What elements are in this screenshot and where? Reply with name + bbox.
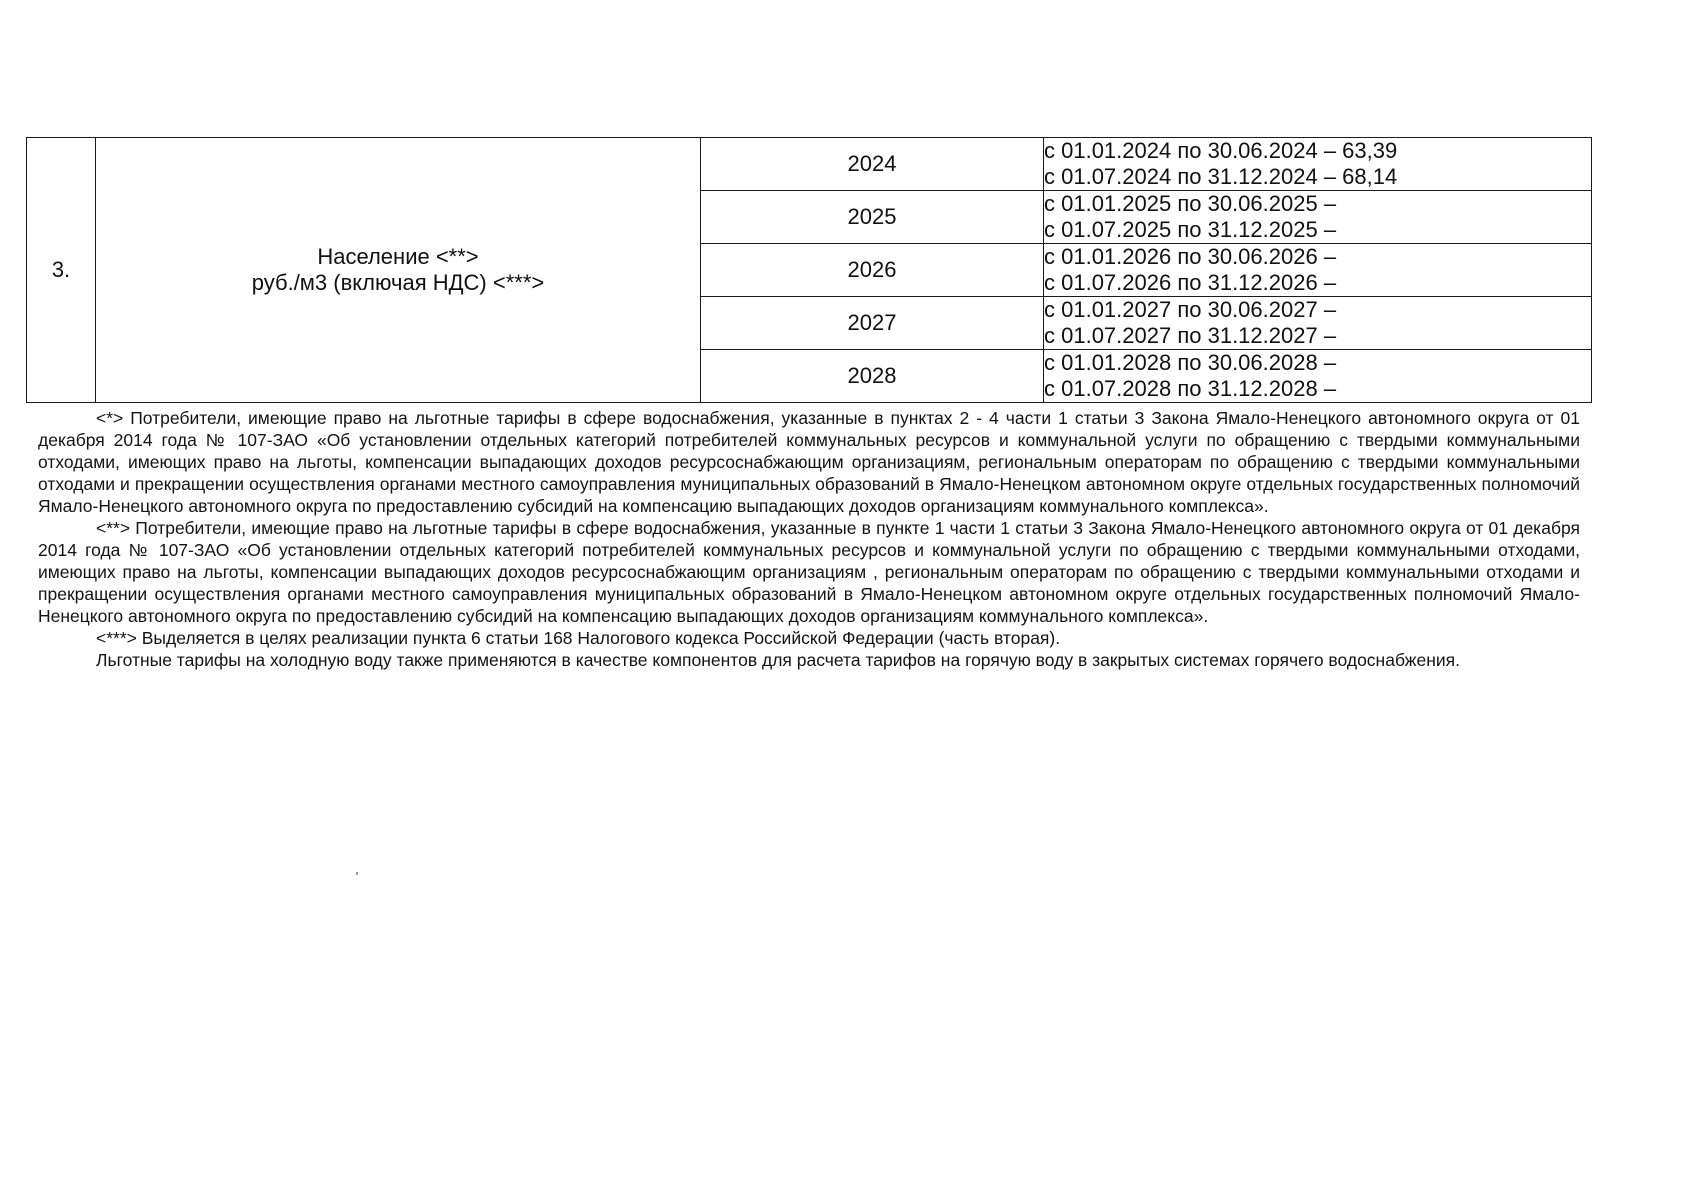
period-cell (1044, 191, 1592, 244)
footnotes (38, 407, 1580, 671)
footnote-three-stars: <***> Выделяется в целях реализации пункта 6 статьи 168 Налогового кодекса Российской Федерации (часть вторая). (96, 628, 1061, 648)
table-row (27, 138, 1592, 191)
year-cell (701, 297, 1044, 350)
period-cell (1044, 350, 1592, 403)
period-cell (1044, 138, 1592, 191)
scan-speck (356, 872, 358, 875)
footnote-two-stars: <**> Потребители, имеющие право на льготные тарифы в сфере водоснабжения, указанные в пункте 1 части 1 статьи 3 Закона Ямало-Ненецкого автономного округа от 01 декабря 2014 года № 107-ЗАО «Об установлении отдельных категорий потребителей коммунальных ресурсов и коммунальной услуги по обращению с твердыми коммунальными отходами, имеющих право на льготы, компенсации выпадающих доходов ресурсоснабжающим организациям , региональным операторам по обращению с твердыми коммунальными отходами и прекращении осуществления органами местного самоуправления муниципальных образований в Ямало-Ненецком автономном округе отдельных государственных полномочий Ямало-Ненецкого автономного округа по предоставлению субсидий на компенсацию выпадающих доходов организациям коммунального комплекса». (38, 518, 1580, 626)
year-cell (701, 244, 1044, 297)
period-second-half: с 01.07.2028 по 31.12.2028 – (1044, 376, 1337, 401)
footnote-one-star: <*> Потребители, имеющие право на льготные тарифы в сфере водоснабжения, указанные в пунктах 2 - 4 части 1 статьи 3 Закона Ямало-Ненецкого автономного округа от 01 декабря 2014 года № 107-ЗАО «Об установлении отдельных категорий потребителей коммунальных ресурсов и коммунальной услуги по обращению с твердыми коммунальными отходами, имеющих право на льготы, компенсации выпадающих доходов ресурсоснабжающим организациям, региональным операторам по обращению с твердыми коммунальными отходами и прекращении осуществления органами местного самоуправления муниципальных образований в Ямало-Ненецком автономном округе отдельных государственных полномочий Ямало-Ненецкого автономного округа по предоставлению субсидий на компенсацию выпадающих доходов организациям коммунального комплекса». (38, 408, 1580, 516)
year-label: 2027 (847, 310, 897, 335)
year-label: 2026 (847, 257, 897, 282)
year-cell (701, 138, 1044, 191)
period-second-half: с 01.07.2025 по 31.12.2025 – (1044, 217, 1337, 242)
period-second-half: с 01.07.2024 по 31.12.2024 – 68,14 (1044, 164, 1398, 189)
year-label: 2024 (847, 151, 897, 176)
period-first-half: с 01.01.2028 по 30.06.2028 – (1044, 350, 1337, 375)
period-first-half: с 01.01.2024 по 30.06.2024 – 63,39 (1044, 138, 1398, 163)
category-unit: руб./м3 (включая НДС) <***> (251, 270, 545, 295)
row-number: 3. (51, 257, 71, 282)
tariff-table (26, 137, 1592, 403)
period-cell (1044, 244, 1592, 297)
period-first-half: с 01.01.2026 по 30.06.2026 – (1044, 244, 1337, 269)
period-first-half: с 01.01.2025 по 30.06.2025 – (1044, 191, 1337, 216)
period-second-half: с 01.07.2026 по 31.12.2026 – (1044, 270, 1337, 295)
period-second-half: с 01.07.2027 по 31.12.2027 – (1044, 323, 1337, 348)
period-first-half: с 01.01.2027 по 30.06.2027 – (1044, 297, 1337, 322)
year-cell (701, 350, 1044, 403)
year-label: 2025 (847, 204, 897, 229)
year-label: 2028 (847, 363, 897, 388)
row-number-cell (27, 138, 96, 403)
category-cell (96, 138, 701, 403)
period-cell (1044, 297, 1592, 350)
category-title: Население <**> (317, 244, 479, 269)
year-cell (701, 191, 1044, 244)
footnote-hot-water: Льготные тарифы на холодную воду также применяются в качестве компонентов для расчета тарифов на горячую воду в закрытых системах горячего водоснабжения. (96, 650, 1461, 670)
